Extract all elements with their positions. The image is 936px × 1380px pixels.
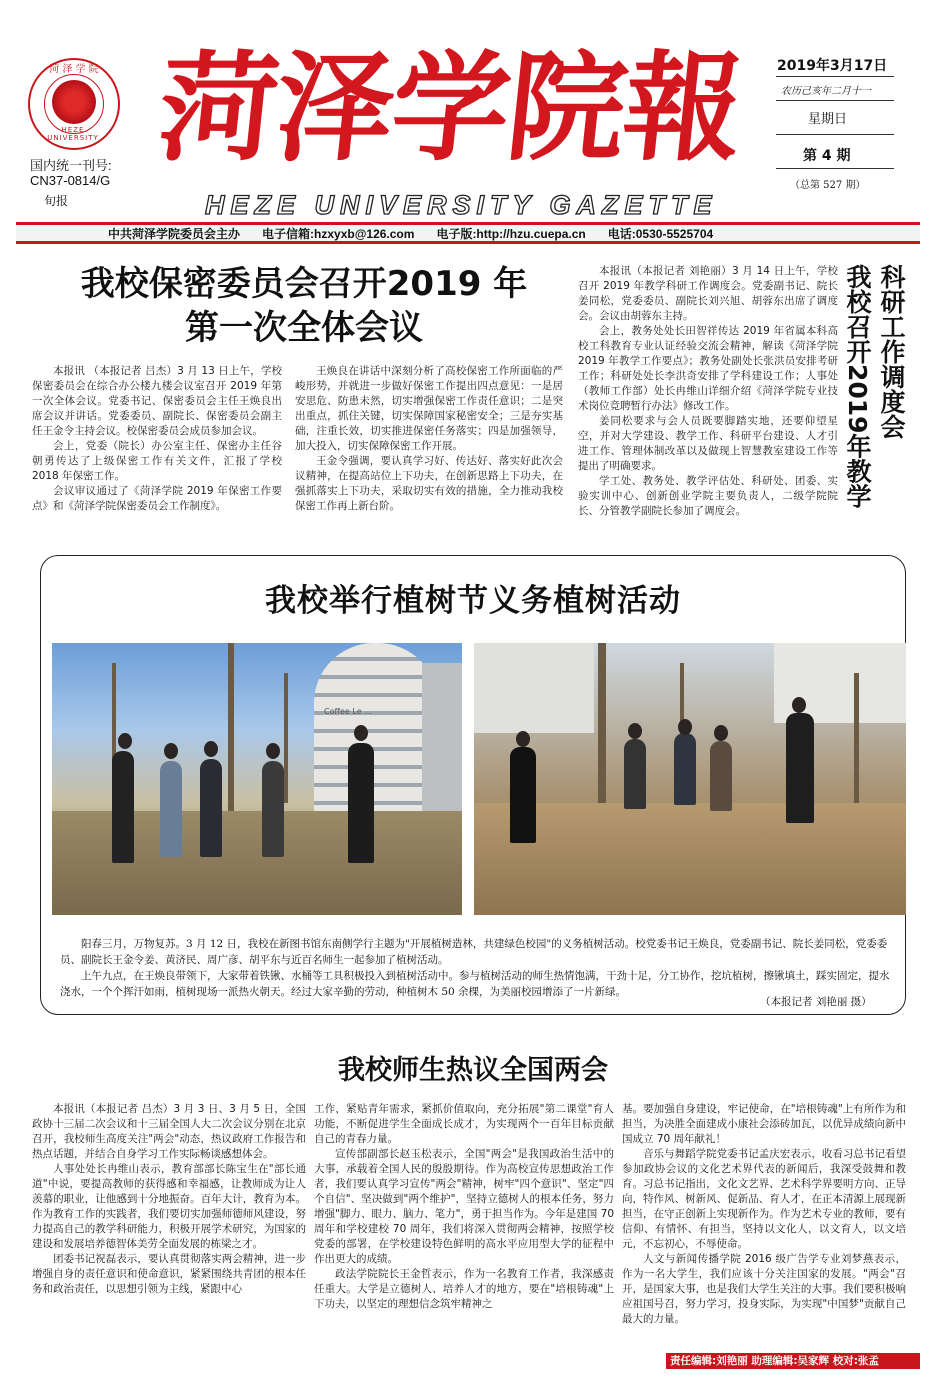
photo-tree-planting-right: [474, 643, 906, 915]
organizer: 中共菏泽学院委员会主办: [108, 226, 241, 241]
divider: [776, 168, 894, 169]
building-sign: Coffee Le ...: [324, 707, 372, 716]
lunar-date: 农历己亥年二月十一: [781, 86, 871, 97]
paragraph: 人事处处长冉维山表示，教育部部长陈宝生在"部长通道"中说，要提高教师的获得感和幸福感，让教师成为让人羡慕的职业，让他感到十分地振奋。百年大计，教育为本。作为教育工作的实践者，我们要切实加强师德师风建设，努力提高自己的教学科研能力，积极开展学术研究，为国家的建设和发展培养德智体美劳全面发展的栋梁之才。: [32, 1163, 306, 1250]
paragraph: 会上，教务处处长田智祥传达 2019 年省属本科高校工科教育专业认证经验交流会精神，解读《菏泽学院 2019 年教学工作要点》；教务处副处长张洪员安排考研工作；科研处处长李洪奇安排了学科建设工作；人事处（教师工作部）处长冉维山详细介绍《菏泽学院专业技术岗位竞聘暂行办法》修改工作。: [578, 325, 838, 412]
paragraph: 政法学院院长王金哲表示，作为一名教育工作者，我深感责任重大。大学是立德树人、培养人才的地方，要在"培根铸魂"上下功夫，以坚定的理想信念筑牢精神之: [314, 1268, 614, 1310]
article-two-sessions-col2: [314, 1102, 614, 1312]
headline-column-2: 科研工作调度会: [877, 264, 906, 439]
issn-code: CN37-0814/G: [30, 173, 111, 188]
divider: [776, 76, 894, 77]
issue-number: 第 4 期: [803, 148, 851, 164]
paragraph: 基。要加强自身建设，牢记使命，在"培根铸魂"上有所作为和担当，为决胜全面建成小康社会添砖加瓦，以优异成绩向新中国成立 70 周年献礼！: [622, 1103, 906, 1145]
article-two-sessions-col1: [32, 1102, 306, 1297]
publication-frequency: 旬报: [44, 194, 69, 208]
divider: [776, 134, 894, 135]
paragraph: 宣传部副部长赵玉松表示，全国"两会"是我国政治生活中的大事，承载着全国人民的殷殷期待。作为高校宣传思想政治工作者，我们要认真学习宣传"两会"精神，树牢"四个意识"、坚定"四个自信"、坚决做到"两个维护"，坚持立德树人的根本任务，努力增强"脚力、眼力、脑力、笔力"，勇于担当作为。今年是建国 70 周年和学校建校 70 周年，我们将深入贯彻两会精神，按照学校党委的部署，在学校建设特色鲜明的高水平应用型大学的征程中作出更大的成绩。: [314, 1148, 614, 1265]
issn-label: 国内统一刊号:: [30, 158, 112, 173]
article-research-body: [578, 264, 838, 519]
phone: 电话:0530-5525704: [607, 226, 714, 241]
article-two-sessions-title: 我校师生热议全国两会: [338, 1055, 608, 1086]
epaper-url: 电子版:http://hzu.cuepa.cn: [436, 226, 586, 241]
paragraph: 王金令强调，要认真学习好、传达好、落实好此次会议精神，在提高站位上下功夫，在创新思路上下功夫，在强抓落实上下功夫，采取切实有效的措施，全力推动我校保密工作再上新台阶。: [295, 455, 563, 512]
article-research-title: [842, 264, 910, 509]
newspaper-title: 菏泽学院報: [152, 38, 748, 177]
article-security-title: [44, 262, 564, 350]
total-issue-number: （总第 527 期）: [790, 180, 866, 191]
seal-text-bottom: HEZE UNIVERSITY: [47, 126, 99, 142]
paragraph: 姜同松要求与会人员既要脚踏实地，还要仰望星空，并对大学建设、教学工作、科研平台建设、人才引进工作、管理体制改革以及做现上智慧教室建设工作等提出了明确要求。: [578, 415, 838, 472]
paragraph: 学工处、教务处、教学评估处、科研处、团委、实验实训中心、创新创业学院主要负责人，二级学院院长、分管教学副院长参加了调度会。: [578, 475, 838, 517]
paragraph: 会上，党委（院长）办公室主任、保密办主任谷朝勇传达了上级保密工作有关文件，汇报了学校 2018 年保密工作。: [32, 440, 282, 482]
feature-caption: [60, 936, 898, 1000]
paragraph: 上午九点，在王焕良带领下，大家带着铁锹、水桶等工具积极投入到植树活动中。参与植树活动的师生热情饱满，干劲十足，分工协作，挖坑植树，擦锹填土，踩实固定，提水浇水，一个个挥汗如雨，植树现场一派热火朝天。经过大家辛勤的劳动，种植树木 50 余棵，为美丽校园增添了一片新绿。: [60, 970, 890, 998]
headline-line: 我校保密委员会召开2019 年: [80, 264, 528, 304]
paragraph: 工作，紧贴青年需求，紧抓价值取向，充分拓展"第二课堂"育人功能，不断促进学生全面成长成才，为实现两个一百年目标贡献自己的青春力量。: [314, 1103, 614, 1145]
article-security-col1: [32, 364, 282, 514]
paragraph: 王焕良在讲话中深刻分析了高校保密工作所面临的严峻形势，并就进一步做好保密工作提出四点意见：一是居安思危、防患未然，切实增强保密工作责任意识；二是突出重点，抓住关键，切实保障国家秘密安全；三是夯实基础，注重长效，切实推进保密任务落实；四是加强领导，加大投入，切实保障保密工作开展。: [295, 365, 563, 452]
newspaper-english-title: HEZE UNIVERSITY GAZETTE: [205, 190, 718, 220]
paragraph: 本报讯（本报记者 吕杰）3 月 3 日、3 月 5 日，全国政协十三届二次会议和十三届全国人大二次会议分别在北京召开，我校师生高度关注"两会"动态，热议政府工作报告和热点话题，并结合自身学习工作实际畅谈感想体会。: [32, 1103, 306, 1160]
paragraph: 阳春三月，万物复苏。3 月 12 日，我校在新图书馆东南侧学行主题为"开展植树造林，共建绿色校园"的义务植树活动。校党委书记王焕良，党委副书记、院长姜同松，党委委员、副院长王金令姜、黄济民、周广彦、胡平东与近百名师生一起参加了植树活动。: [60, 938, 888, 966]
paragraph: 音乐与舞蹈学院党委书记孟庆宏表示，收看习总书记看望参加政协会议的文化艺术界代表的新闻后，我深受鼓舞和教育。习总书记指出，文化文艺界、艺术科学界要明方向、正导向，特作风、树新风、促新品、育人才，在正本清源上展现新担当，在守正创新上实现新作为。作为艺术专业的教师，要有信仰、有情怀、有担当，坚持以文化人，以文育人，以文培元，不忘初心，不辱使命。: [622, 1148, 906, 1250]
weekday: 星期日: [808, 112, 848, 127]
article-security-col2: [295, 364, 563, 514]
paragraph: 本报讯（本报记者 刘艳丽）3 月 14 日上午，学校召开 2019 年教学科研工作调度会。党委副书记、院长姜同松，党委委员、副院长刘兴旭、胡蓉东出席了调度会。会议由胡蓉东主持。: [578, 265, 838, 322]
paragraph: 人文与新闻传播学院 2016 级广告学专业刘梦燕表示，作为一名大学生，我们应该十分关注国家的发展。"两会"召开，是国家大事，也是我们大学生关注的大事。我们要积极响应祖国号召，努力学习，投身实际，为实现"中国梦"贡献自己最大的力量。: [622, 1253, 906, 1325]
email: 电子信箱:hzxyxb@126.com: [262, 226, 415, 241]
photo-credit: （本报记者 刘艳丽 摄）: [760, 996, 872, 1008]
issue-date: 2019年3月17日: [777, 58, 888, 74]
divider: [776, 100, 894, 101]
paragraph: 团委书记祝磊表示，要认真贯彻落实两会精神，进一步增强自身的责任意识和使命意识，紧紧围绕共青团的根本任务和政治责任，以思想引领为主线，紧跟中心: [32, 1253, 306, 1295]
editor-credits: 责任编辑:刘艳丽 助理编辑:吴家辉 校对:张孟: [666, 1353, 920, 1369]
seal-text-top: 菏 泽 学 院: [49, 64, 99, 75]
info-bar: [16, 222, 920, 244]
feature-title: 我校举行植树节义务植树活动: [265, 583, 681, 619]
article-two-sessions-col3: [622, 1102, 906, 1327]
paragraph: 本报讯 （本报记者 吕杰）3 月 13 日上午，学校保密委员会在综合办公楼九楼会议室召开 2019 年第一次全体会议。党委书记、保密委员会主任王焕良出席会议并讲话。党委委员、副院长、保密委员会副主任王金令主持会议。校保密委员会成员参加会议。: [32, 365, 282, 437]
paragraph: 会议审议通过了《菏泽学院 2019 年保密工作要点》和《菏泽学院保密委员会工作制度》。: [32, 485, 282, 512]
headline-column-1: 我校召开2019年教学: [843, 264, 872, 509]
photo-tree-planting-left: [52, 643, 462, 915]
headline-line: 第一次全体会议: [185, 308, 423, 348]
peony-emblem-icon: [52, 80, 96, 124]
